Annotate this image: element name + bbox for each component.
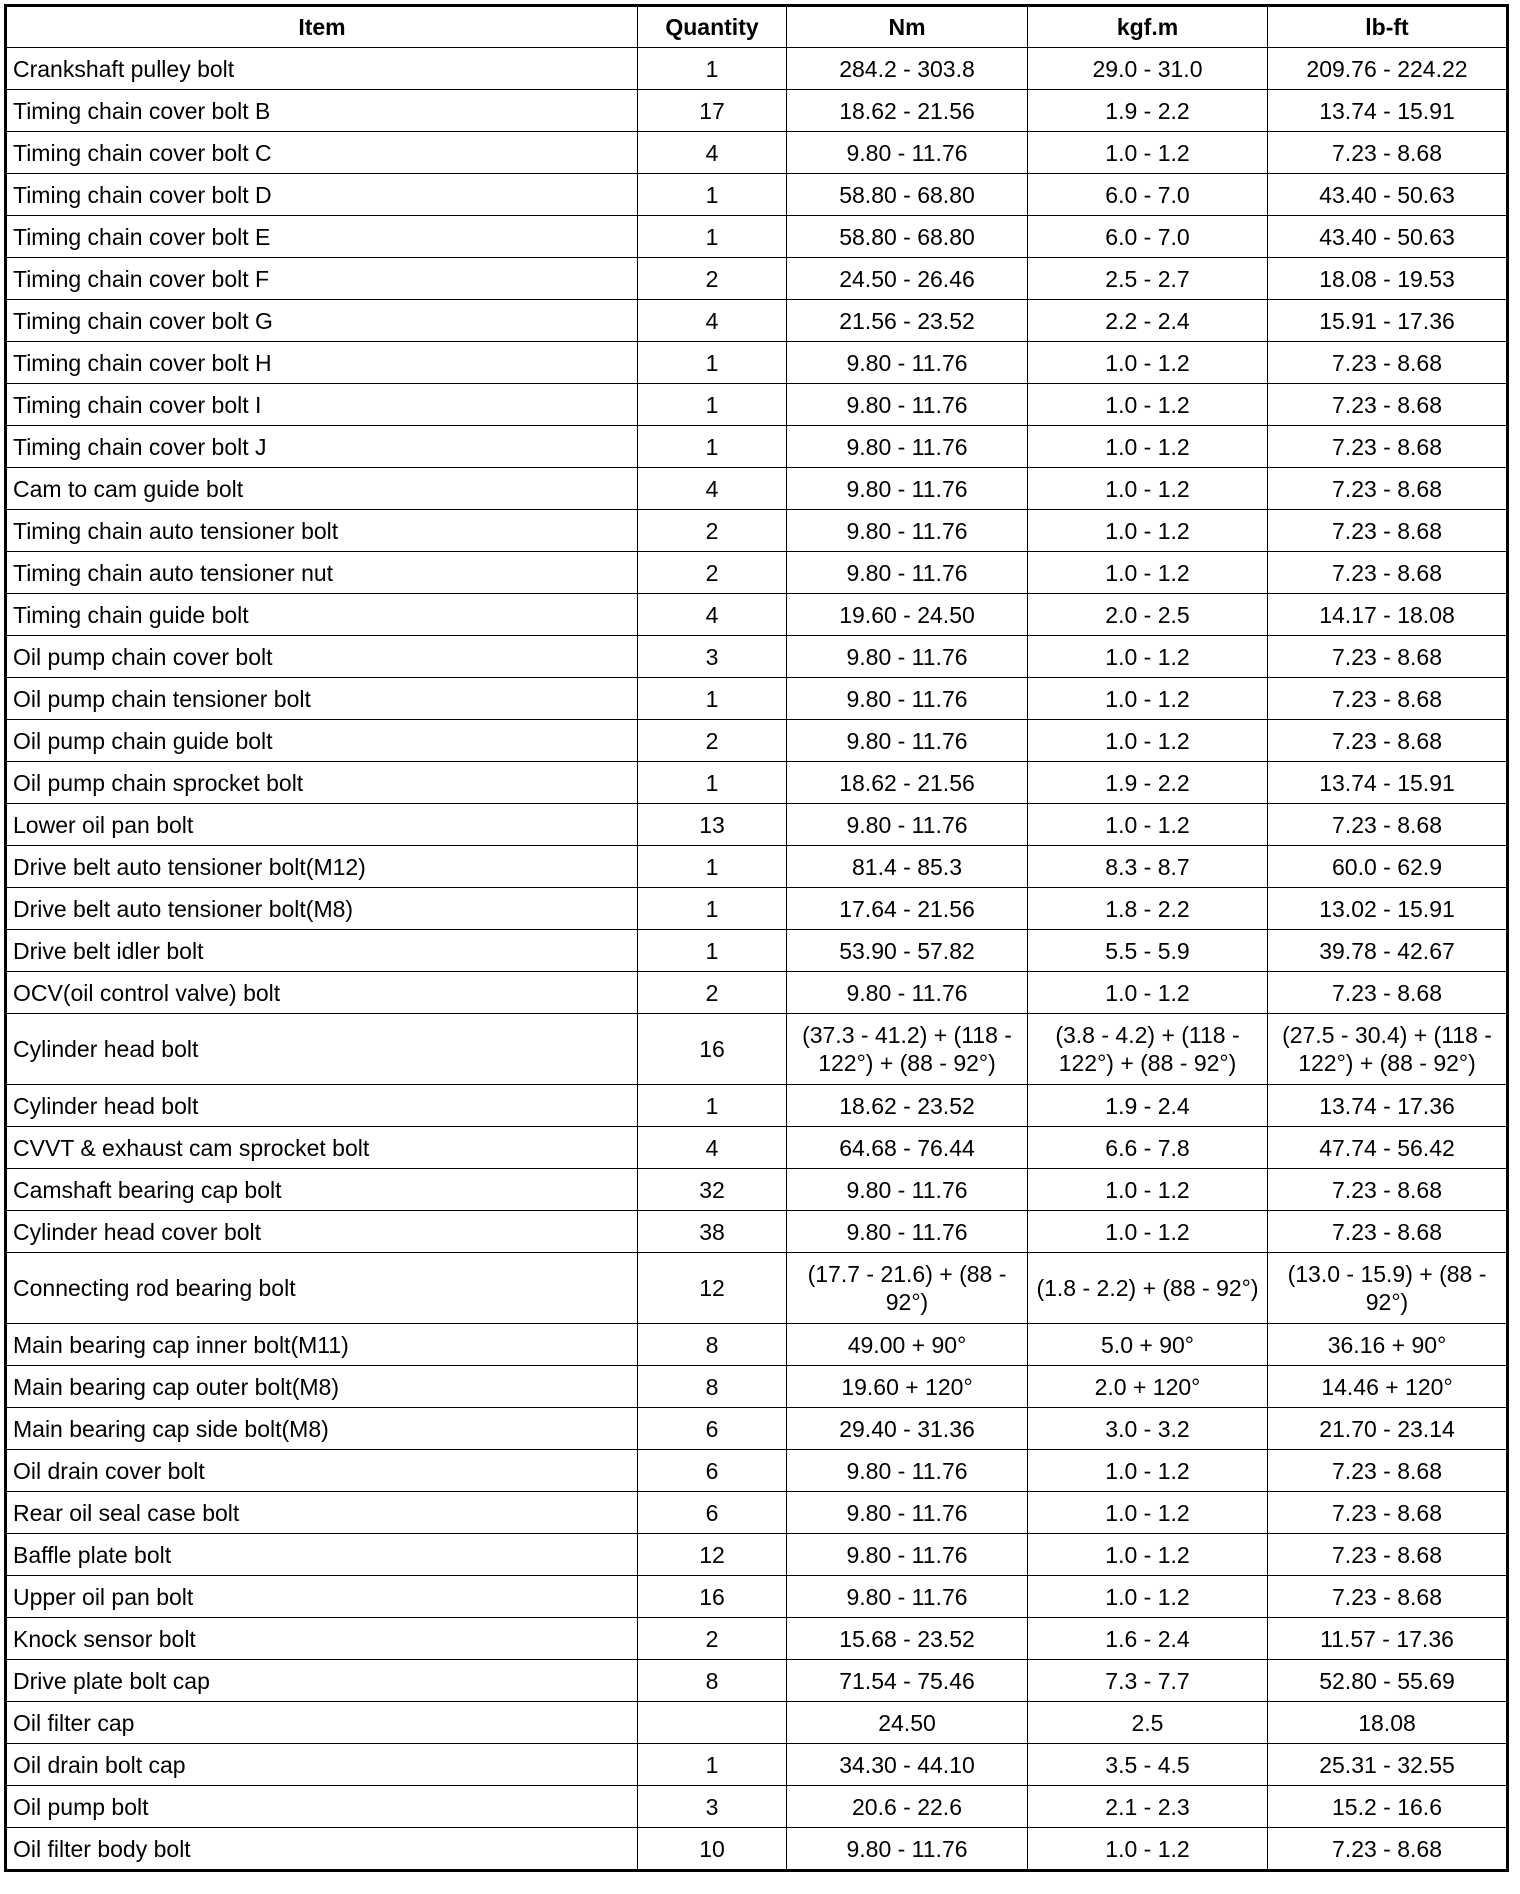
table-row xyxy=(6,48,1508,90)
cell-quantity: 4 xyxy=(638,468,787,510)
cell-lb-ft: 15.91 - 17.36 xyxy=(1268,300,1508,342)
cell-item: Timing chain cover bolt I xyxy=(6,384,638,426)
cell-lb-ft: 43.40 - 50.63 xyxy=(1268,174,1508,216)
cell-nm: 9.80 - 11.76 xyxy=(787,132,1028,174)
table-row xyxy=(6,636,1508,678)
cell-kgf-m: 1.0 - 1.2 xyxy=(1028,468,1268,510)
cell-kgf-m: (1.8 - 2.2) + (88 - 92°) xyxy=(1028,1253,1268,1324)
cell-item: Upper oil pan bolt xyxy=(6,1576,638,1618)
cell-nm: 18.62 - 23.52 xyxy=(787,1085,1028,1127)
cell-item: Timing chain cover bolt C xyxy=(6,132,638,174)
cell-item: Timing chain auto tensioner bolt xyxy=(6,510,638,552)
cell-item: Cylinder head bolt xyxy=(6,1085,638,1127)
cell-item: Timing chain cover bolt B xyxy=(6,90,638,132)
cell-kgf-m: (3.8 - 4.2) + (118 - 122°) + (88 - 92°) xyxy=(1028,1014,1268,1085)
cell-item: Timing chain cover bolt G xyxy=(6,300,638,342)
cell-quantity: 1 xyxy=(638,930,787,972)
cell-nm: 53.90 - 57.82 xyxy=(787,930,1028,972)
cell-item: Oil pump chain cover bolt xyxy=(6,636,638,678)
cell-nm: 71.54 - 75.46 xyxy=(787,1660,1028,1702)
cell-nm: 18.62 - 21.56 xyxy=(787,762,1028,804)
cell-quantity: 1 xyxy=(638,888,787,930)
table-row xyxy=(6,510,1508,552)
cell-kgf-m: 2.0 - 2.5 xyxy=(1028,594,1268,636)
cell-kgf-m: 1.0 - 1.2 xyxy=(1028,510,1268,552)
cell-kgf-m: 5.0 + 90° xyxy=(1028,1324,1268,1366)
cell-quantity: 1 xyxy=(638,48,787,90)
cell-kgf-m: 1.9 - 2.2 xyxy=(1028,762,1268,804)
cell-kgf-m: 1.0 - 1.2 xyxy=(1028,720,1268,762)
cell-quantity: 8 xyxy=(638,1366,787,1408)
cell-lb-ft: 14.46 + 120° xyxy=(1268,1366,1508,1408)
cell-item: Drive belt idler bolt xyxy=(6,930,638,972)
cell-nm: 24.50 xyxy=(787,1702,1028,1744)
cell-kgf-m: 1.0 - 1.2 xyxy=(1028,132,1268,174)
table-row xyxy=(6,216,1508,258)
cell-item: Drive plate bolt cap xyxy=(6,1660,638,1702)
cell-item: Oil pump chain guide bolt xyxy=(6,720,638,762)
cell-item: Main bearing cap outer bolt(M8) xyxy=(6,1366,638,1408)
cell-nm: 34.30 - 44.10 xyxy=(787,1744,1028,1786)
cell-item: OCV(oil control valve) bolt xyxy=(6,972,638,1014)
table-row xyxy=(6,468,1508,510)
cell-item: Timing chain cover bolt E xyxy=(6,216,638,258)
cell-lb-ft: 7.23 - 8.68 xyxy=(1268,132,1508,174)
cell-quantity: 10 xyxy=(638,1828,787,1871)
cell-nm: 9.80 - 11.76 xyxy=(787,1450,1028,1492)
cell-item: Cylinder head cover bolt xyxy=(6,1211,638,1253)
cell-nm: 21.56 - 23.52 xyxy=(787,300,1028,342)
cell-nm: 19.60 - 24.50 xyxy=(787,594,1028,636)
cell-nm: (17.7 - 21.6) + (88 - 92°) xyxy=(787,1253,1028,1324)
cell-nm: 29.40 - 31.36 xyxy=(787,1408,1028,1450)
cell-nm: 9.80 - 11.76 xyxy=(787,1828,1028,1871)
cell-nm: 9.80 - 11.76 xyxy=(787,720,1028,762)
cell-kgf-m: 2.2 - 2.4 xyxy=(1028,300,1268,342)
cell-quantity: 1 xyxy=(638,174,787,216)
table-row xyxy=(6,1408,1508,1450)
table-row xyxy=(6,846,1508,888)
cell-item: Oil pump chain tensioner bolt xyxy=(6,678,638,720)
cell-quantity: 12 xyxy=(638,1534,787,1576)
table-row xyxy=(6,1366,1508,1408)
cell-kgf-m: 1.0 - 1.2 xyxy=(1028,678,1268,720)
cell-item: CVVT & exhaust cam sprocket bolt xyxy=(6,1127,638,1169)
cell-item: Cam to cam guide bolt xyxy=(6,468,638,510)
cell-nm: 64.68 - 76.44 xyxy=(787,1127,1028,1169)
cell-item: Rear oil seal case bolt xyxy=(6,1492,638,1534)
cell-quantity: 2 xyxy=(638,258,787,300)
cell-item: Timing chain cover bolt H xyxy=(6,342,638,384)
cell-lb-ft: 7.23 - 8.68 xyxy=(1268,1450,1508,1492)
cell-quantity: 8 xyxy=(638,1324,787,1366)
cell-lb-ft: 7.23 - 8.68 xyxy=(1268,804,1508,846)
cell-kgf-m: 7.3 - 7.7 xyxy=(1028,1660,1268,1702)
cell-lb-ft: 21.70 - 23.14 xyxy=(1268,1408,1508,1450)
cell-quantity: 2 xyxy=(638,552,787,594)
cell-nm: 9.80 - 11.76 xyxy=(787,1534,1028,1576)
cell-quantity: 1 xyxy=(638,216,787,258)
table-row xyxy=(6,1618,1508,1660)
cell-kgf-m: 1.0 - 1.2 xyxy=(1028,426,1268,468)
cell-quantity: 4 xyxy=(638,594,787,636)
cell-lb-ft: 7.23 - 8.68 xyxy=(1268,342,1508,384)
cell-lb-ft: 13.74 - 15.91 xyxy=(1268,762,1508,804)
table-row xyxy=(6,1169,1508,1211)
cell-lb-ft: 18.08 - 19.53 xyxy=(1268,258,1508,300)
cell-nm: 9.80 - 11.76 xyxy=(787,468,1028,510)
column-header-kgf-m: kgf.m xyxy=(1028,6,1268,48)
cell-lb-ft: 7.23 - 8.68 xyxy=(1268,1534,1508,1576)
cell-kgf-m: 1.0 - 1.2 xyxy=(1028,1492,1268,1534)
cell-nm: 9.80 - 11.76 xyxy=(787,636,1028,678)
cell-lb-ft: (13.0 - 15.9) + (88 - 92°) xyxy=(1268,1253,1508,1324)
cell-kgf-m: 1.0 - 1.2 xyxy=(1028,1211,1268,1253)
cell-kgf-m: 1.0 - 1.2 xyxy=(1028,804,1268,846)
table-row xyxy=(6,1324,1508,1366)
cell-item: Camshaft bearing cap bolt xyxy=(6,1169,638,1211)
table-row xyxy=(6,1534,1508,1576)
cell-item: Oil pump chain sprocket bolt xyxy=(6,762,638,804)
table-row xyxy=(6,972,1508,1014)
table-row xyxy=(6,132,1508,174)
cell-nm: 18.62 - 21.56 xyxy=(787,90,1028,132)
cell-lb-ft: 36.16 + 90° xyxy=(1268,1324,1508,1366)
cell-lb-ft: 7.23 - 8.68 xyxy=(1268,720,1508,762)
cell-nm: 9.80 - 11.76 xyxy=(787,1576,1028,1618)
cell-quantity: 32 xyxy=(638,1169,787,1211)
cell-quantity: 38 xyxy=(638,1211,787,1253)
cell-item: Timing chain cover bolt J xyxy=(6,426,638,468)
cell-nm: 58.80 - 68.80 xyxy=(787,216,1028,258)
cell-nm: 9.80 - 11.76 xyxy=(787,552,1028,594)
header-row xyxy=(6,6,1508,48)
cell-lb-ft: 15.2 - 16.6 xyxy=(1268,1786,1508,1828)
cell-kgf-m: 1.0 - 1.2 xyxy=(1028,1828,1268,1871)
cell-quantity: 1 xyxy=(638,342,787,384)
table-row xyxy=(6,300,1508,342)
table-row xyxy=(6,1786,1508,1828)
cell-kgf-m: 6.6 - 7.8 xyxy=(1028,1127,1268,1169)
cell-kgf-m: 2.0 + 120° xyxy=(1028,1366,1268,1408)
cell-quantity: 1 xyxy=(638,384,787,426)
table-row xyxy=(6,1253,1508,1324)
cell-kgf-m: 3.0 - 3.2 xyxy=(1028,1408,1268,1450)
table-row xyxy=(6,1085,1508,1127)
cell-lb-ft: 14.17 - 18.08 xyxy=(1268,594,1508,636)
torque-spec-table xyxy=(4,4,1509,1872)
cell-nm: 9.80 - 11.76 xyxy=(787,972,1028,1014)
cell-kgf-m: 1.6 - 2.4 xyxy=(1028,1618,1268,1660)
column-header-lb-ft: lb-ft xyxy=(1268,6,1508,48)
cell-lb-ft: 7.23 - 8.68 xyxy=(1268,678,1508,720)
cell-lb-ft: 7.23 - 8.68 xyxy=(1268,468,1508,510)
cell-quantity: 4 xyxy=(638,300,787,342)
cell-quantity: 3 xyxy=(638,1786,787,1828)
cell-quantity: 2 xyxy=(638,510,787,552)
cell-kgf-m: 2.5 xyxy=(1028,1702,1268,1744)
table-row xyxy=(6,1744,1508,1786)
cell-nm: 19.60 + 120° xyxy=(787,1366,1028,1408)
cell-lb-ft: 7.23 - 8.68 xyxy=(1268,1492,1508,1534)
table-row xyxy=(6,1828,1508,1871)
cell-lb-ft: 52.80 - 55.69 xyxy=(1268,1660,1508,1702)
cell-quantity: 16 xyxy=(638,1014,787,1085)
cell-lb-ft: 7.23 - 8.68 xyxy=(1268,384,1508,426)
cell-quantity: 6 xyxy=(638,1450,787,1492)
table-row xyxy=(6,258,1508,300)
cell-quantity: 12 xyxy=(638,1253,787,1324)
cell-lb-ft: 11.57 - 17.36 xyxy=(1268,1618,1508,1660)
cell-kgf-m: 6.0 - 7.0 xyxy=(1028,216,1268,258)
cell-quantity xyxy=(638,1702,787,1744)
cell-lb-ft: (27.5 - 30.4) + (118 - 122°) + (88 - 92°) xyxy=(1268,1014,1508,1085)
cell-quantity: 1 xyxy=(638,426,787,468)
cell-kgf-m: 1.9 - 2.4 xyxy=(1028,1085,1268,1127)
table-row xyxy=(6,1450,1508,1492)
cell-nm: 9.80 - 11.76 xyxy=(787,510,1028,552)
cell-item: Main bearing cap side bolt(M8) xyxy=(6,1408,638,1450)
cell-item: Timing chain auto tensioner nut xyxy=(6,552,638,594)
cell-nm: 20.6 - 22.6 xyxy=(787,1786,1028,1828)
cell-lb-ft: 13.74 - 15.91 xyxy=(1268,90,1508,132)
cell-kgf-m: 1.0 - 1.2 xyxy=(1028,1169,1268,1211)
cell-nm: 9.80 - 11.76 xyxy=(787,426,1028,468)
table-row xyxy=(6,426,1508,468)
cell-quantity: 2 xyxy=(638,972,787,1014)
cell-nm: 284.2 - 303.8 xyxy=(787,48,1028,90)
cell-nm: 9.80 - 11.76 xyxy=(787,342,1028,384)
table-row xyxy=(6,1211,1508,1253)
table-row xyxy=(6,594,1508,636)
cell-item: Baffle plate bolt xyxy=(6,1534,638,1576)
cell-kgf-m: 1.8 - 2.2 xyxy=(1028,888,1268,930)
cell-kgf-m: 1.0 - 1.2 xyxy=(1028,552,1268,594)
cell-lb-ft: 13.02 - 15.91 xyxy=(1268,888,1508,930)
cell-lb-ft: 13.74 - 17.36 xyxy=(1268,1085,1508,1127)
table-row xyxy=(6,1660,1508,1702)
cell-quantity: 4 xyxy=(638,132,787,174)
cell-kgf-m: 5.5 - 5.9 xyxy=(1028,930,1268,972)
cell-lb-ft: 7.23 - 8.68 xyxy=(1268,1169,1508,1211)
cell-item: Oil pump bolt xyxy=(6,1786,638,1828)
cell-item: Timing chain cover bolt F xyxy=(6,258,638,300)
column-header-nm: Nm xyxy=(787,6,1028,48)
cell-item: Connecting rod bearing bolt xyxy=(6,1253,638,1324)
table-row xyxy=(6,678,1508,720)
table-row xyxy=(6,1014,1508,1085)
cell-nm: 9.80 - 11.76 xyxy=(787,804,1028,846)
cell-quantity: 1 xyxy=(638,1085,787,1127)
table-row xyxy=(6,720,1508,762)
column-header-item: Item xyxy=(6,6,638,48)
cell-quantity: 1 xyxy=(638,1744,787,1786)
cell-item: Oil filter body bolt xyxy=(6,1828,638,1871)
table-row xyxy=(6,762,1508,804)
cell-quantity: 6 xyxy=(638,1492,787,1534)
table-row xyxy=(6,1492,1508,1534)
cell-kgf-m: 1.9 - 2.2 xyxy=(1028,90,1268,132)
cell-lb-ft: 43.40 - 50.63 xyxy=(1268,216,1508,258)
cell-item: Knock sensor bolt xyxy=(6,1618,638,1660)
cell-quantity: 3 xyxy=(638,636,787,678)
table-row xyxy=(6,552,1508,594)
cell-kgf-m: 2.5 - 2.7 xyxy=(1028,258,1268,300)
cell-nm: 58.80 - 68.80 xyxy=(787,174,1028,216)
cell-item: Timing chain cover bolt D xyxy=(6,174,638,216)
cell-quantity: 2 xyxy=(638,1618,787,1660)
cell-lb-ft: 18.08 xyxy=(1268,1702,1508,1744)
table-row xyxy=(6,804,1508,846)
cell-nm: 81.4 - 85.3 xyxy=(787,846,1028,888)
cell-nm: 9.80 - 11.76 xyxy=(787,1211,1028,1253)
cell-kgf-m: 1.0 - 1.2 xyxy=(1028,636,1268,678)
cell-quantity: 1 xyxy=(638,846,787,888)
cell-nm: 17.64 - 21.56 xyxy=(787,888,1028,930)
cell-kgf-m: 1.0 - 1.2 xyxy=(1028,342,1268,384)
cell-item: Lower oil pan bolt xyxy=(6,804,638,846)
cell-nm: 9.80 - 11.76 xyxy=(787,678,1028,720)
cell-nm: 9.80 - 11.76 xyxy=(787,384,1028,426)
cell-lb-ft: 7.23 - 8.68 xyxy=(1268,510,1508,552)
cell-lb-ft: 7.23 - 8.68 xyxy=(1268,1576,1508,1618)
cell-item: Oil drain bolt cap xyxy=(6,1744,638,1786)
table-row xyxy=(6,888,1508,930)
cell-lb-ft: 47.74 - 56.42 xyxy=(1268,1127,1508,1169)
cell-lb-ft: 7.23 - 8.68 xyxy=(1268,972,1508,1014)
cell-quantity: 6 xyxy=(638,1408,787,1450)
cell-quantity: 17 xyxy=(638,90,787,132)
cell-quantity: 2 xyxy=(638,720,787,762)
cell-nm: 9.80 - 11.76 xyxy=(787,1169,1028,1211)
column-header-quantity: Quantity xyxy=(638,6,787,48)
cell-kgf-m: 3.5 - 4.5 xyxy=(1028,1744,1268,1786)
cell-kgf-m: 1.0 - 1.2 xyxy=(1028,384,1268,426)
cell-lb-ft: 7.23 - 8.68 xyxy=(1268,1828,1508,1871)
cell-quantity: 1 xyxy=(638,678,787,720)
cell-quantity: 4 xyxy=(638,1127,787,1169)
cell-kgf-m: 8.3 - 8.7 xyxy=(1028,846,1268,888)
cell-item: Oil drain cover bolt xyxy=(6,1450,638,1492)
cell-lb-ft: 39.78 - 42.67 xyxy=(1268,930,1508,972)
table-row xyxy=(6,174,1508,216)
cell-quantity: 1 xyxy=(638,762,787,804)
cell-lb-ft: 7.23 - 8.68 xyxy=(1268,426,1508,468)
cell-nm: 49.00 + 90° xyxy=(787,1324,1028,1366)
cell-nm: 24.50 - 26.46 xyxy=(787,258,1028,300)
cell-kgf-m: 6.0 - 7.0 xyxy=(1028,174,1268,216)
cell-item: Oil filter cap xyxy=(6,1702,638,1744)
cell-kgf-m: 2.1 - 2.3 xyxy=(1028,1786,1268,1828)
cell-lb-ft: 60.0 - 62.9 xyxy=(1268,846,1508,888)
cell-quantity: 16 xyxy=(638,1576,787,1618)
table-row xyxy=(6,1702,1508,1744)
cell-item: Drive belt auto tensioner bolt(M8) xyxy=(6,888,638,930)
cell-item: Drive belt auto tensioner bolt(M12) xyxy=(6,846,638,888)
cell-kgf-m: 1.0 - 1.2 xyxy=(1028,1534,1268,1576)
cell-quantity: 8 xyxy=(638,1660,787,1702)
table-row xyxy=(6,1576,1508,1618)
cell-nm: 15.68 - 23.52 xyxy=(787,1618,1028,1660)
table-row xyxy=(6,342,1508,384)
cell-kgf-m: 29.0 - 31.0 xyxy=(1028,48,1268,90)
cell-lb-ft: 7.23 - 8.68 xyxy=(1268,1211,1508,1253)
cell-item: Timing chain guide bolt xyxy=(6,594,638,636)
cell-kgf-m: 1.0 - 1.2 xyxy=(1028,1450,1268,1492)
cell-kgf-m: 1.0 - 1.2 xyxy=(1028,972,1268,1014)
cell-nm: (37.3 - 41.2) + (118 - 122°) + (88 - 92°) xyxy=(787,1014,1028,1085)
cell-nm: 9.80 - 11.76 xyxy=(787,1492,1028,1534)
cell-item: Crankshaft pulley bolt xyxy=(6,48,638,90)
cell-lb-ft: 209.76 - 224.22 xyxy=(1268,48,1508,90)
table-row xyxy=(6,90,1508,132)
cell-item: Main bearing cap inner bolt(M11) xyxy=(6,1324,638,1366)
cell-lb-ft: 7.23 - 8.68 xyxy=(1268,552,1508,594)
table-row xyxy=(6,1127,1508,1169)
cell-lb-ft: 7.23 - 8.68 xyxy=(1268,636,1508,678)
cell-item: Cylinder head bolt xyxy=(6,1014,638,1085)
cell-quantity: 13 xyxy=(638,804,787,846)
cell-kgf-m: 1.0 - 1.2 xyxy=(1028,1576,1268,1618)
table-row xyxy=(6,384,1508,426)
table-row xyxy=(6,930,1508,972)
cell-lb-ft: 25.31 - 32.55 xyxy=(1268,1744,1508,1786)
